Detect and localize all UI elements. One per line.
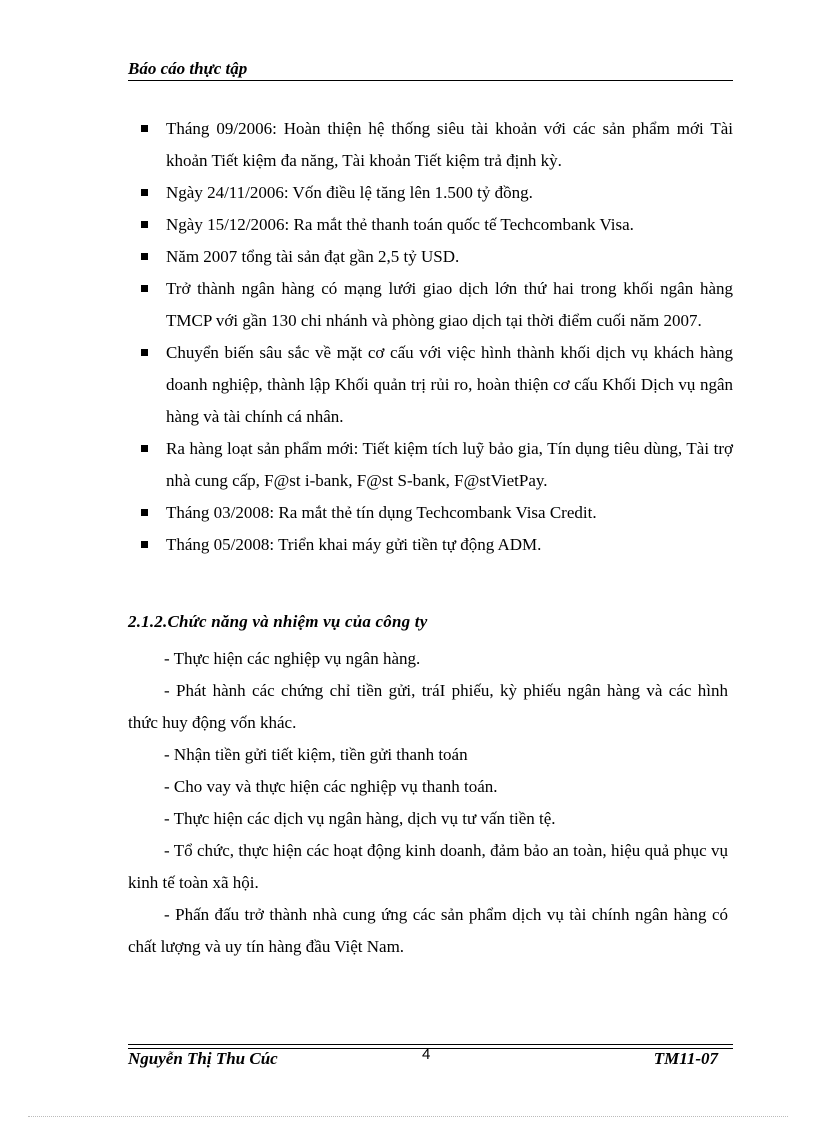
page-header <box>128 58 733 81</box>
footer-rule <box>128 1044 733 1045</box>
page-number: 4 <box>422 1046 431 1063</box>
list-item: Tháng 03/2008: Ra mắt thẻ tín dụng Techcombank Visa Credit. <box>138 497 733 529</box>
list-item: Tháng 09/2006: Hoàn thiện hệ thống siêu tài khoản với các sản phẩm mới Tài khoản Tiết kiệm đa năng, Tài khoản Tiết kiệm trả định kỳ. <box>138 113 733 177</box>
bullet-square-icon <box>141 125 148 132</box>
bullet-square-icon <box>141 221 148 228</box>
bullet-square-icon <box>141 509 148 516</box>
list-item: Năm 2007 tổng tài sản đạt gần 2,5 tỷ USD. <box>138 241 733 273</box>
bullet-square-icon <box>141 541 148 548</box>
bullet-square-icon <box>141 189 148 196</box>
list-item: Ra hàng loạt sản phẩm mới: Tiết kiệm tích luỹ bảo gia, Tín dụng tiêu dùng, Tài trợ nhà cung cấp, F@st i-bank, F@st S-bank, F@stVietPay. <box>138 433 733 497</box>
bullet-square-icon <box>141 349 148 356</box>
list-item: Ngày 15/12/2006: Ra mắt thẻ thanh toán quốc tế Techcombank Visa. <box>138 209 733 241</box>
paragraph: - Nhận tiền gửi tiết kiệm, tiền gửi thanh toán <box>164 745 468 764</box>
list-item: Chuyển biến sâu sắc về mặt cơ cấu với việc hình thành khối dịch vụ khách hàng doanh nghiệp, thành lập Khối quản trị rủi ro, hoàn thiện cơ cấu Khối Dịch vụ ngân hàng và tài chính cá nhân. <box>138 337 733 433</box>
paragraph: - Cho vay và thực hiện các nghiệp vụ thanh toán. <box>164 777 498 796</box>
paragraph: - Tổ chức, thực hiện các hoạt động kinh doanh, đảm bảo an toàn, hiệu quả phục vụ kinh tế toàn xã hội. <box>128 841 728 892</box>
list-item: Tháng 05/2008: Triển khai máy gửi tiền tự động ADM. <box>138 529 733 561</box>
footer-class-code: TM11-07 <box>653 1049 718 1068</box>
section-body <box>128 643 728 963</box>
paragraph: - Thực hiện các dịch vụ ngân hàng, dịch vụ tư vấn tiền tệ. <box>164 809 556 828</box>
section-title: 2.1.2.Chức năng và nhiệm vụ của công ty <box>128 612 428 631</box>
footer-author: Nguyễn Thị Thu Cúc <box>128 1049 278 1068</box>
header-title: Báo cáo thực tập <box>128 59 248 78</box>
list-item: Ngày 24/11/2006: Vốn điều lệ tăng lên 1.500 tỷ đồng. <box>138 177 733 209</box>
paragraph: - Phát hành các chứng chỉ tiền gửi, tráI phiếu, kỳ phiếu ngân hàng và các hình thức huy động vốn khác. <box>128 681 728 732</box>
page-edge-divider <box>28 1116 788 1117</box>
list-item: Trở thành ngân hàng có mạng lưới giao dịch lớn thứ hai trong khối ngân hàng TMCP với gần 130 chi nhánh và phòng giao dịch tại thời điểm cuối năm 2007. <box>138 273 733 337</box>
bullet-square-icon <box>141 253 148 260</box>
paragraph: - Phấn đấu trở thành nhà cung ứng các sản phẩm dịch vụ tài chính ngân hàng có chất lượng và uy tín hàng đầu Việt Nam. <box>128 905 728 956</box>
bullet-square-icon <box>141 285 148 292</box>
milestone-list <box>138 113 733 561</box>
paragraph: - Thực hiện các nghiệp vụ ngân hàng. <box>164 649 421 668</box>
bullet-square-icon <box>141 445 148 452</box>
